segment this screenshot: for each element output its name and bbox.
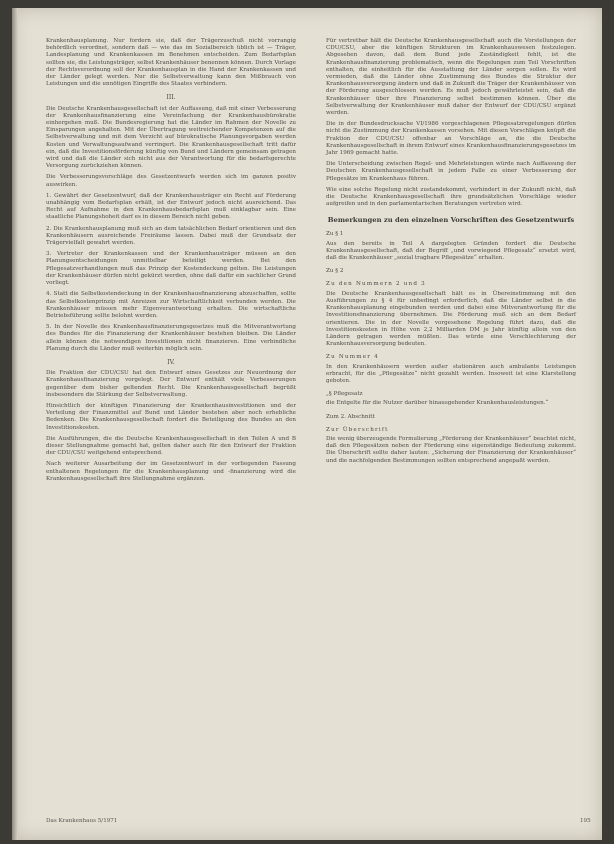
paragraph: Die Unterscheidung zwischen Regel- und Mehrleistungen würde nach Auffassung der Deutschen Krankenhausgesellschaft in jedem Falle zu einer Verbesserung der Pflegesätze im Krankenhaus führen.: [326, 161, 576, 182]
paragraph: Wie eine solche Regelung nicht zustandekommt, verhindert in der Zukunft nicht, daß die Deutsche Krankenhausgesellschaft ihre grundsätzlichen Vorschläge wieder aufgreifen und in den parlamentarischen Beratungen vertreten wird.: [326, 186, 576, 208]
section-title: Bemerkungen zu den einzelnen Vorschriften des Gesetzentwurfs: [327, 216, 575, 225]
subheading: Zum 2. Abschnitt: [326, 413, 375, 420]
subheading: Zu den Nummern 2 und 3: [326, 281, 426, 288]
paragraph: 4. Statt die Selbstkostendeckung in der Krankenhausfinanzierung abzuschaffen, sollte das Selbstkostenprinzip mit Anreizen zur Wirtschaftlichkeit verbunden werden. Die Krankenhäuser müssen mehr Eigenverantwortung erhalten. Die wirtschaftliche Betriebsführung sollte belohnt werden.: [46, 291, 296, 319]
paragraph: 2. Die Krankenhausplanung muß sich an dem tatsächlichen Bedarf orientieren und den Krankenhäusern ausreichende Freiräume lassen. Dabei muß der Grundsatz der Trägervielfalt gewahrt werden.: [46, 225, 296, 247]
left-text-column: [46, 38, 296, 487]
subheading: „§ Pflegesatz: [326, 391, 363, 398]
subheading: Zu Nummer 4: [326, 354, 379, 361]
paragraph: In den Krankenhäusern werden außer stationären auch ambulante Leistungen erbracht, für die „Pflegesätze“ nicht gezahlt werden. Insoweit ist eine Klarstellung geboten.: [326, 363, 576, 384]
paragraph: Die Deutsche Krankenhausgesellschaft ist der Auffassung, daß mit einer Verbesserung der Krankenhausfinanzierung eine Vereinfachung der Krankenhausbürokratie einhergehen muß. Die Bundesregierung hat die Länder im Rahmen der Novelle zu Einsparungen angehalten. Mit der Übertragung weitreichender Kompetenzen auf die Selbstverwaltung und mit dem Verzicht auf bürokratische Planungsvorgaben werden Kosten und Verwaltungsaufwand verringert. Die Krankenhausgesellschaft tritt dafür ein, daß die Investitionsförderung künftig von Bund und Ländern gemeinsam getragen wird und daß die Länder sich nicht aus der Verantwortung für die bedarfsgerechte Versorgung zurückziehen können.: [46, 105, 296, 170]
section-number: IV.: [167, 358, 175, 366]
right-text-column: [326, 38, 576, 469]
paragraph: 5. In der Novelle des Krankenhausfinanzierungsgesetzes muß die Mitverantwortung des Bundes für die Finanzierung der Krankenhäuser bestehen bleiben. Die Länder allein können die notwendigen Investitionen nicht finanzieren. Eine verbindliche Planung durch die Länder muß weiterhin möglich sein.: [46, 324, 296, 352]
footer-publication: Das Krankenhaus 5/1971: [46, 818, 118, 824]
document-page: [12, 8, 602, 840]
paragraph: 1. Gewährt der Gesetzentwurf, daß der Krankenhausträger ein Recht auf Förderung unabhängig vom Bedarfsplan erhält, ist der Entwurf jedoch nicht ausreichend. Das Recht auf Aufnahme in den Krankenhausbedarfsplan muß einklagbar sein. Eine staatliche Planungshoheit darf es in diesem Bereich nicht geben.: [46, 192, 296, 221]
paragraph: die Entgelte für die Nutzer darüber hinausgehender Krankenhausleistungen.“: [326, 400, 549, 407]
subheading: Zu § 2: [326, 268, 344, 275]
paragraph: 3. Vertreter der Krankenkassen und der Krankenhausträger müssen an den Planungsentscheidungen unmittelbar beteiligt werden. Bei den Pflegesatzverhandlungen muß das Prinzip der Kostendeckung gelten. Die Leistungen der Krankenhäuser dürfen nicht gekürzt werden, ohne daß dafür ein sachlicher Grund vorliegt.: [46, 251, 296, 287]
paragraph: Aus den bereits in Teil A dargelegten Gründen fordert die Deutsche Krankenhausgesellschaft, daß der Begriff „und vorwiegend Pflegesatz“ ersetzt wird, daß die Krankenhäuser „sozial tragbare Pflegesätze“ erhalten.: [326, 240, 576, 262]
paragraph: Die Fraktion der CDU/CSU hat den Entwurf eines Gesetzes zur Neuordnung der Krankenhausfinanzierung vorgelegt. Der Entwurf enthält viele Verbesserungen gegenüber dem bisher geltenden Recht. Die Krankenhausgesellschaft begrüßt insbesondere die Stärkung der Selbstverwaltung.: [46, 370, 296, 398]
paragraph: Hinsichtlich der künftigen Finanzierung der Krankenhausinvestitionen und der Verteilung der Finanzmittel auf Bund und Länder bestehen aber noch erhebliche Bedenken. Die Krankenhausgesellschaft fordert die Beteiligung des Bundes an den Investitionskosten.: [46, 402, 296, 431]
paragraph: Die Ausführungen, die die Deutsche Krankenhausgesellschaft in den Teilen A und B dieser Stellungnahme gemacht hat, gelten daher auch für den Entwurf der Fraktion der CDU/CSU weitgehend entsprechend.: [46, 435, 296, 457]
subheading: Zur Überschrift: [326, 426, 389, 433]
page-spine-shadow: [12, 8, 18, 840]
subheading: Zu § 1: [326, 231, 344, 238]
page-number: 195: [580, 818, 591, 824]
paragraph: Die Verbesserungsvorschläge des Gesetzentwurfs werden sich im ganzen positiv auswirken.: [46, 174, 296, 188]
paragraph: Nach weiterer Ausarbeitung der im Gesetzentwurf in der vorliegenden Fassung enthaltenen Regelungen für die Krankenhausplanung und -finanzierung wird die Krankenhausgesellschaft ihre Stellungnahme ergänzen.: [46, 461, 296, 482]
paragraph: Krankenhausplanung. Nur fordern sie, daß der Trägerzuschuß nicht vorrangig behördlich verordnet, sondern daß — wie das im Sozialbereich üblich ist — Träger, Landesplanung und Krankenkassen im Benehmen entscheiden. Zum Bedarfsplan sollten sie, die Leistungsträger, selbst Krankenhäuser benennen können. Durch Vorlage der Rechtsverordnung soll der Krankenhausplan in die Hand der Krankenkassen und der Länder gelegt werden. Nur die Selbstverwaltung kann den Mißbrauch von Leistungen und die unnötigen Eingriffe des Staates verhindern.: [46, 38, 296, 88]
paragraph: Die Deutsche Krankenhausgesellschaft hält es in Übereinstimmung mit den Ausführungen zu § 4 für unbedingt erforderlich, daß die Länder selbst in die Krankenhausplanung eingebunden werden und dabei eine Mitverantwortung für die Investitionsfinanzierung übernehmen. Die Förderung muß sich an dem Bedarf orientieren. Die in der Novelle vorgesehene Regelung führt dazu, daß die Investitionskosten in Höhe von 2,2 Milliarden DM je Jahr künftig allein von den Ländern getragen werden müßten. Das würde eine Verschlechterung der Krankenhausversorgung bedeuten.: [326, 290, 576, 348]
section-number: III.: [166, 94, 176, 102]
paragraph: Die in der Bundesdrucksache VI/1986 vorgeschlagenen Pflegesatzregelungen dürfen nicht die Zustimmung der Krankenkassen vorsehen. Mit diesen Vorschlägen knüpft die Fraktion der CDU/CSU offenbar an Vorschläge an, die die Deutsche Krankenhausgesellschaft in ihrem Entwurf eines Krankenhausfinanzierungsgesetzes im Jahr 1969 gemacht hatte.: [326, 121, 576, 157]
paragraph: Für vertretbar hält die Deutsche Krankenhausgesellschaft auch die Vorstellungen der CDU/CSU, aber die künftigen Strukturen im Krankenhauswesen festzulegen. Abgesehen davon, daß dem Bund jede Zuständigkeit fehlt, ist die Krankenhausfinanzierung problematisch, wenn die Regelungen zum Teil Vorschriften enthalten, die einheitlich für die Ausstattung der Länder sorgen sollen. Es wird vermieden, daß die Länder ohne Zustimmung des Bundes die Struktur der Krankenhausversorgung ändern und daß in Zukunft die Träger der Krankenhäuser von der Förderung ausgeschlossen werden. Es muß jedoch gewährleistet sein, daß die Krankenhäuser über ihre Finanzierung selbst bestimmen können. Über die Selbstverwaltung der Krankenhäuser muß daher der Entwurf der CDU/CSU ergänzt werden.: [326, 38, 576, 117]
paragraph: Die wenig überzeugende Formulierung „Förderung der Krankenhäuser“ beachtet nicht, daß den Pflegesätzen neben der Förderung eine eigenständige Bedeutung zukommt. Die Überschrift sollte daher lauten: „Sicherung der Finanzierung der Krankenhäuser“ und die nachfolgenden Bestimmungen sollten entsprechend angepaßt werden.: [326, 435, 576, 464]
